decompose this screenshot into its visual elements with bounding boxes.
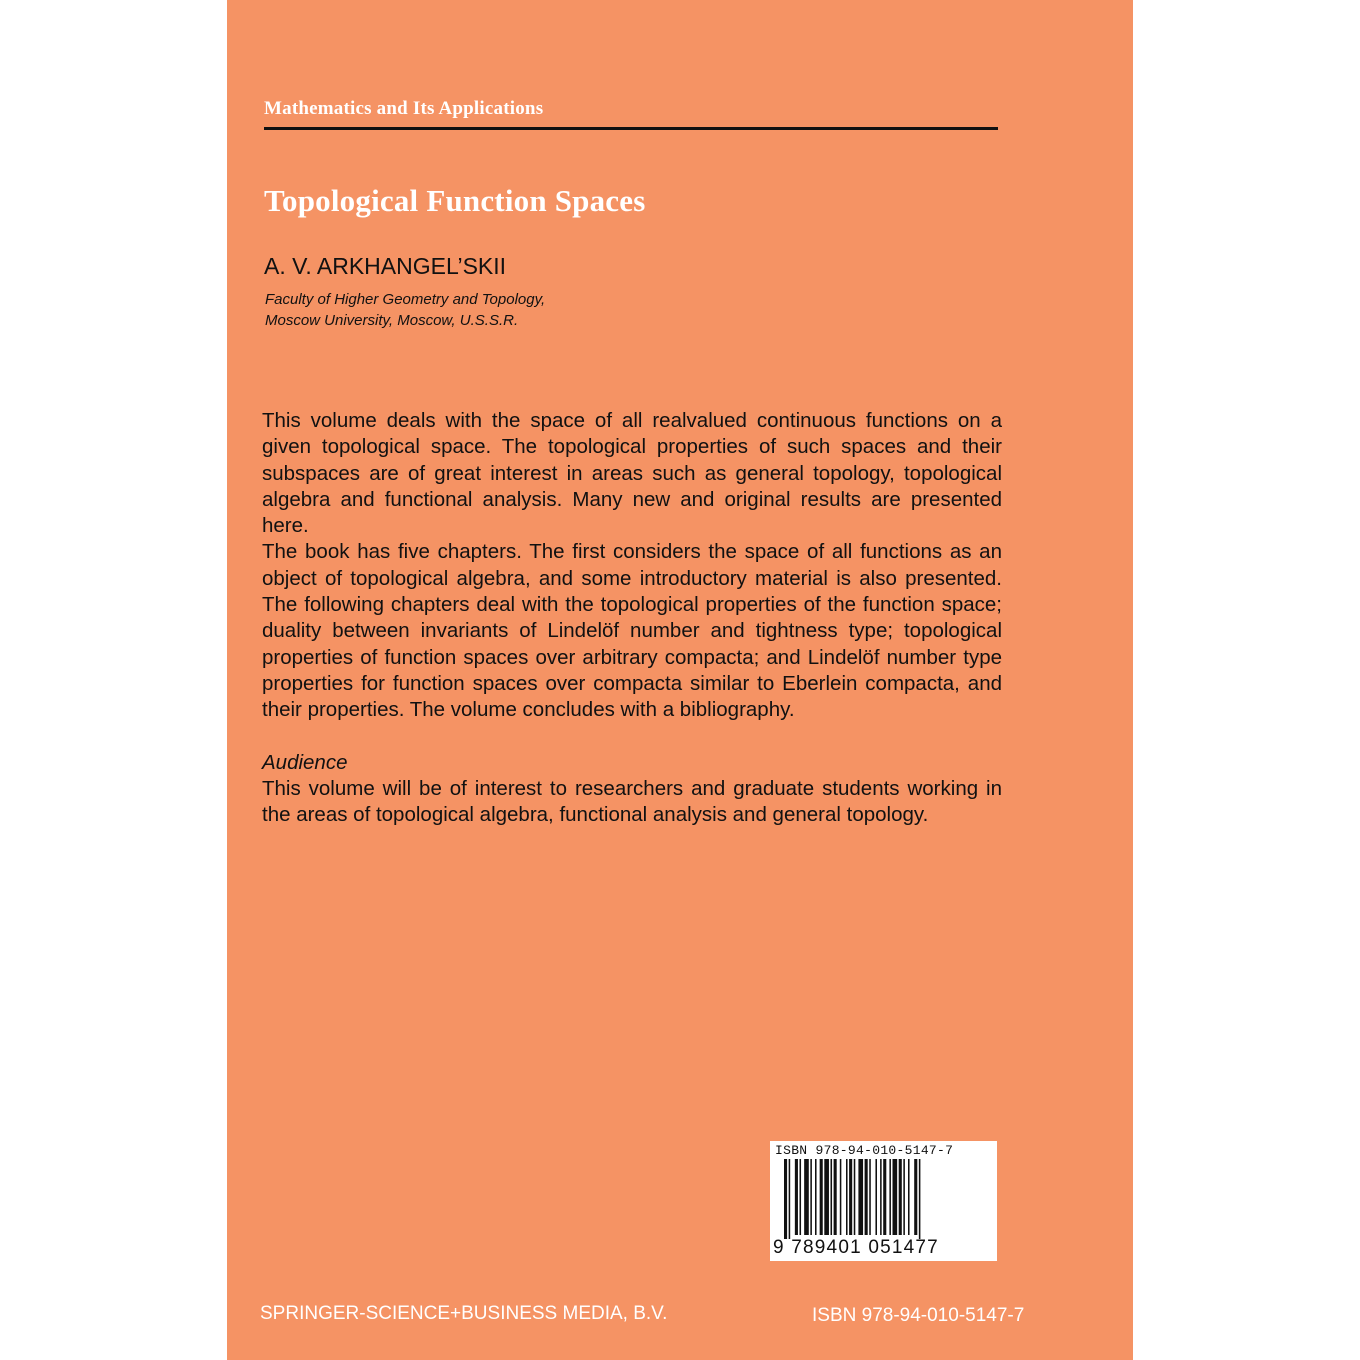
barcode-bar xyxy=(880,1159,882,1235)
affiliation-line: Faculty of Higher Geometry and Topology, xyxy=(265,291,546,308)
barcode-bar xyxy=(865,1159,868,1235)
barcode-bar xyxy=(875,1159,877,1235)
barcode-bar xyxy=(810,1159,812,1235)
barcode-bar xyxy=(846,1159,848,1235)
barcode-bar xyxy=(919,1159,921,1239)
description-paragraph: The book has five chapters. The first considers the space of all functions as an object of topological algebra, and some introductory material is also presented. The following chapters deal with the topological properties of the function space; duality between invariants of Lindelöf number and tightness type; topological properties of function spaces over arbitrary compacta; and Lindelöf number type properties for function spaces over compacta similar to Eberlein compacta, and their properties. The volume concludes with a bibliography. xyxy=(262,540,1002,722)
publisher-name: SPRINGER-SCIENCE+BUSINESS MEDIA, B.V. xyxy=(260,1303,668,1324)
author-name: A. V. ARKHANGEL’SKII xyxy=(264,253,507,279)
barcode-bar xyxy=(789,1159,791,1239)
barcode-bar xyxy=(869,1159,871,1235)
barcode-bar xyxy=(784,1159,787,1239)
description-paragraph: This volume deals with the space of all realvalued continuous functions on a given topological space. The topological properties of such spaces and their subspaces are of great interest in areas such as general topology, topological algebra and functional analysis. Many new and original results are presented here. xyxy=(262,409,1002,538)
barcode-bar xyxy=(800,1159,802,1235)
barcode-bar xyxy=(831,1159,833,1235)
barcode-bar xyxy=(899,1159,902,1235)
barcode-bar xyxy=(824,1159,829,1235)
author-affiliation xyxy=(265,289,545,331)
barcode-bar xyxy=(840,1159,842,1235)
barcode-digits: 9 789401 051477 xyxy=(773,1237,939,1258)
barcode-bar xyxy=(883,1159,886,1235)
barcode xyxy=(770,1141,997,1261)
barcode-bar xyxy=(914,1159,917,1235)
barcode-bar xyxy=(795,1159,798,1235)
series-title: Mathematics and Its Applications xyxy=(264,98,544,119)
barcode-bar xyxy=(903,1159,905,1235)
isbn-number: ISBN 978-94-010-5147-7 xyxy=(812,1305,1025,1326)
spacer xyxy=(262,724,1002,750)
series-rule xyxy=(264,127,998,130)
barcode-bar xyxy=(893,1159,898,1235)
barcode-isbn-label: ISBN 978-94-010-5147-7 xyxy=(775,1143,954,1158)
barcode-bar xyxy=(889,1159,891,1235)
barcode-bar xyxy=(849,1159,852,1235)
barcode-bar xyxy=(820,1159,823,1235)
barcode-bar xyxy=(815,1159,817,1235)
barcode-bar xyxy=(834,1159,837,1235)
barcode-bar xyxy=(804,1159,809,1235)
audience-text: This volume will be of interest to researchers and graduate students working in the areas of topological algebra, functional analysis and general topology. xyxy=(262,776,1002,827)
barcode-bar xyxy=(908,1159,910,1235)
book-title: Topological Function Spaces xyxy=(264,183,646,218)
audience-heading: Audience xyxy=(262,750,348,774)
barcode-bar xyxy=(854,1159,856,1235)
barcode-bar xyxy=(858,1159,863,1235)
affiliation-line: Moscow University, Moscow, U.S.S.R. xyxy=(265,312,519,329)
barcode-bars xyxy=(770,1159,997,1239)
description-block xyxy=(262,408,1002,828)
